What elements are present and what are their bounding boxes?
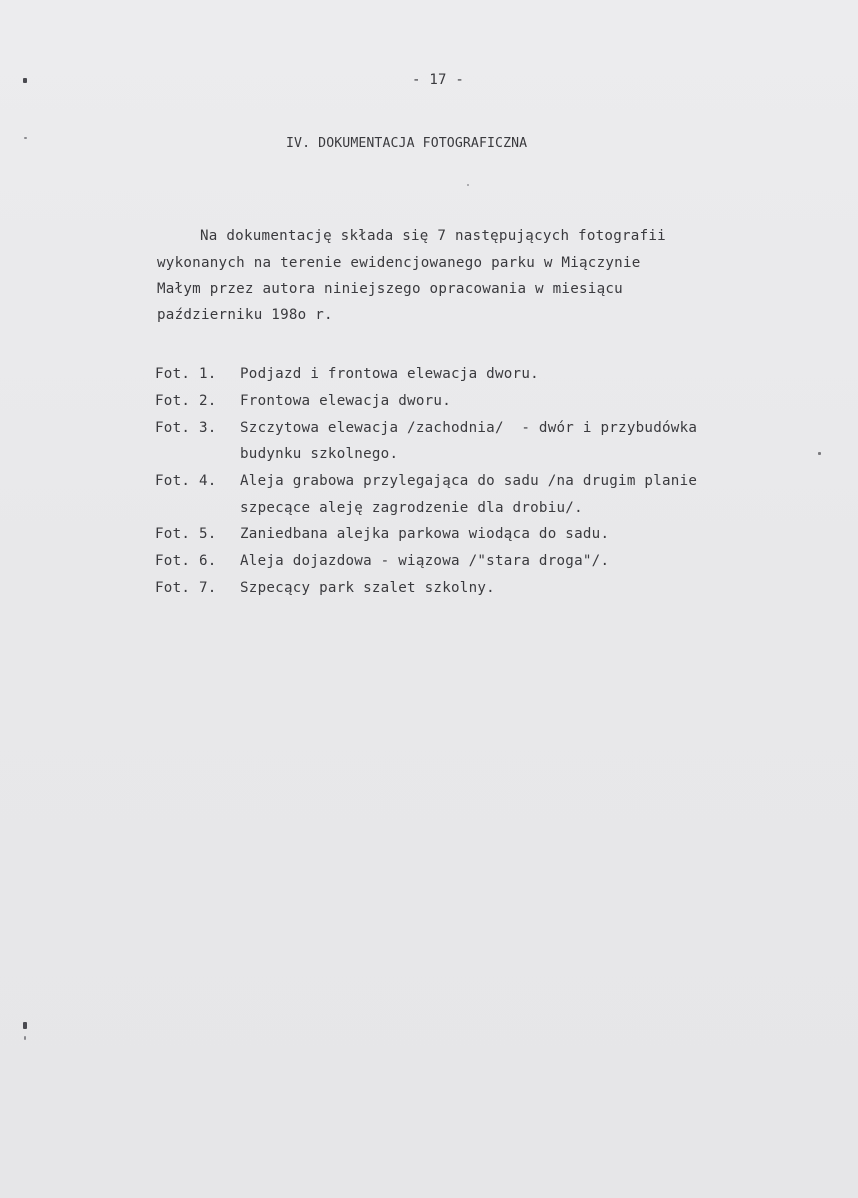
photo-caption-3: Szczytowa elewacja /zachodnia/ - dwór i przybudówka (240, 420, 698, 436)
margin-speck (818, 452, 821, 455)
margin-speck (467, 184, 469, 186)
photo-label-2: Fot. 2. (155, 393, 217, 409)
photo-label-5: Fot. 5. (155, 526, 217, 542)
photo-caption-2: Frontowa elewacja dworu. (240, 393, 451, 409)
intro-line-3: Małym przez autora niniejszego opracowania w miesiącu (157, 281, 623, 297)
margin-speck (23, 1022, 27, 1029)
photo-caption-4-continued: szpecące aleję zagrodzenie dla drobiu/. (240, 500, 583, 516)
photo-caption-5: Zaniedbana alejka parkowa wiodąca do sadu. (240, 526, 610, 542)
intro-line-1: Na dokumentację składa się 7 następujących fotografii (200, 228, 666, 244)
photo-caption-4: Aleja grabowa przylegająca do sadu /na drugim planie (240, 473, 698, 489)
intro-line-2: wykonanych na terenie ewidencjowanego parku w Miączynie (157, 255, 641, 271)
page-number: - 17 - (412, 72, 465, 88)
photo-caption-1: Podjazd i frontowa elewacja dworu. (240, 366, 539, 382)
margin-speck (24, 137, 27, 139)
photo-caption-3-continued: budynku szkolnego. (240, 446, 399, 462)
photo-label-1: Fot. 1. (155, 366, 217, 382)
section-heading: IV. DOKUMENTACJA FOTOGRAFICZNA (286, 136, 528, 151)
photo-label-4: Fot. 4. (155, 473, 217, 489)
photo-label-6: Fot. 6. (155, 553, 217, 569)
intro-line-4: październiku 198o r. (157, 307, 333, 323)
margin-speck (24, 1036, 26, 1040)
photo-caption-7: Szpecący park szalet szkolny. (240, 580, 495, 596)
margin-speck (23, 78, 27, 83)
photo-label-3: Fot. 3. (155, 420, 217, 436)
photo-label-7: Fot. 7. (155, 580, 217, 596)
photo-caption-6: Aleja dojazdowa - wiązowa /"stara droga"/. (240, 553, 610, 569)
